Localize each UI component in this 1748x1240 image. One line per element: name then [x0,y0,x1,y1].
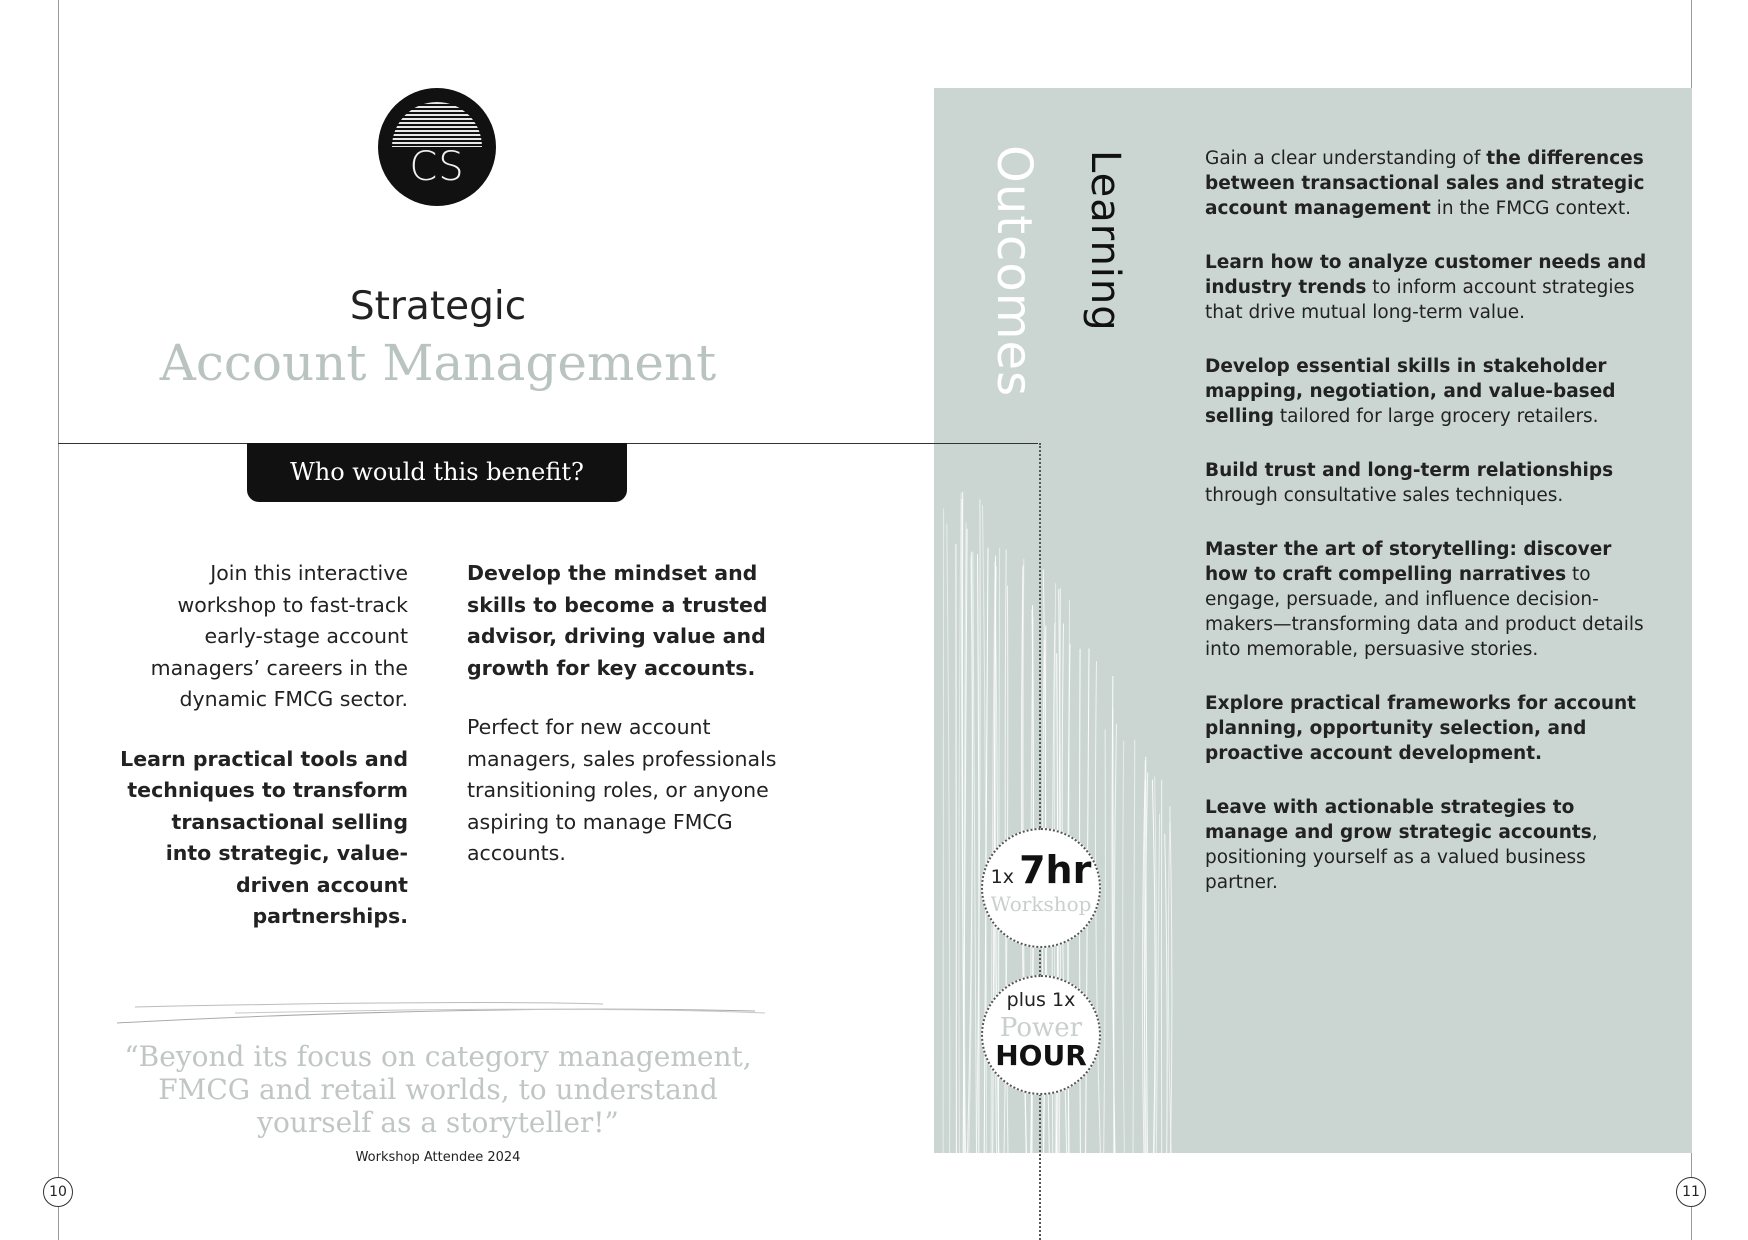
page-number-left: 10 [43,1177,73,1207]
page-title-line2: Account Management [159,334,717,392]
outcome-item: Develop essential skills in stakeholder mapping, negotiation, and value-based selling tailored for large grocery retailers. [1205,356,1616,427]
outcome-item: Leave with actionable strategies to manage and grow strategic accounts, positioning yourself as a valued business partner. [1205,797,1598,893]
outcome-item: Build trust and long-term relationships through consultative sales techniques. [1205,460,1614,506]
logo-initials: CS [409,144,465,190]
outcome-item: Master the art of storytelling: discover how to craft compelling narratives to engage, persuade, and influence decision-makers—transforming data and product details into memorable, persuasive stories. [1205,539,1644,660]
intro-paragraph: Join this interactive workshop to fast-track early-stage account managers’ careers in the dynamic FMCG sector. [150,561,408,711]
benefit-tab: Who would this benefit? [247,443,627,502]
workshop-badge [981,828,1101,948]
outcome-item: Learn how to analyze customer needs and industry trends to inform account strategies that drive mutual long-term value. [1205,252,1647,323]
workshop-label: Workshop [990,892,1092,916]
power-hour-badge [981,975,1101,1095]
workshop-count: 1x [990,866,1014,888]
power-hour-prefix: plus 1x [1006,989,1076,1011]
workshop-duration: 7hr [1019,848,1092,892]
left-margin-line [58,0,59,1240]
power-hour-hour: HOUR [995,1039,1087,1072]
outcome-item: Gain a clear understanding of the differences between transactional sales and strategic account management in the FMCG context. [1205,148,1645,219]
power-hour-word: Power [999,1013,1083,1043]
audience-column [467,558,787,898]
quote-scribble-line [115,995,765,1025]
outcome-item: Explore practical frameworks for account planning, opportunity selection, and proactive account development. [1205,693,1637,764]
outcomes-list [1205,146,1655,924]
quote-attribution: Workshop Attendee 2024 [355,1150,521,1165]
testimonial-quote: “Beyond its focus on category management, FMCG and retail worlds, to understand yourself as a storyteller!” [124,1040,752,1139]
learning-heading: Learning [1082,150,1128,332]
cs-logo [378,88,496,206]
page-title-line1: Strategic [349,284,527,329]
tools-paragraph: Learn practical tools and techniques to transform transactional selling into strategic, value-driven account partnerships. [120,746,408,928]
outcomes-heading: Outcomes [986,145,1042,398]
page-number-right: 11 [1676,1177,1706,1207]
sun-stripes-icon [392,102,482,147]
intro-column [120,558,408,961]
mindset-paragraph: Develop the mindset and skills to become a trusted advisor, driving value and growth for key accounts. [467,561,768,680]
audience-paragraph: Perfect for new account managers, sales professionals transitioning roles, or anyone aspiring to manage FMCG accounts. [467,715,777,865]
